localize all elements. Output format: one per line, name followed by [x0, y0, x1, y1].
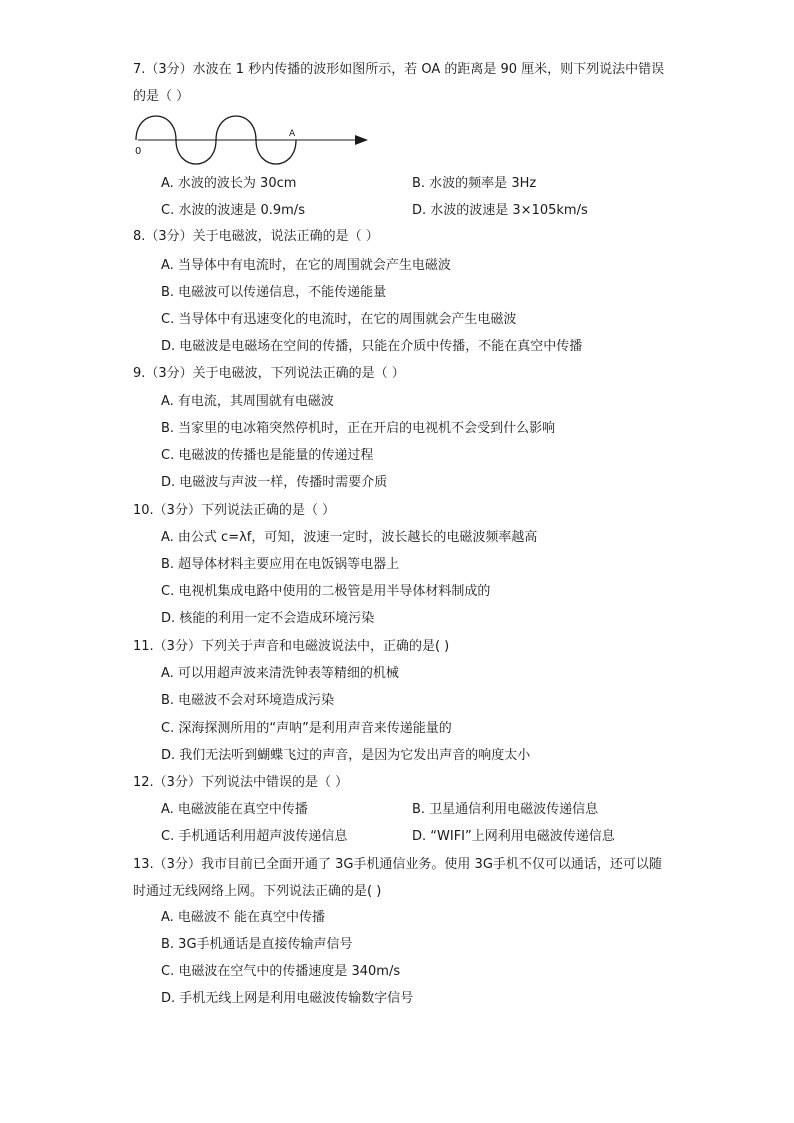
wave-figure: [133, 112, 373, 168]
question-10-stem: 10.（3分）下列说法正确的是（ ）: [133, 503, 336, 518]
question-7-option-b[interactable]: B. 水波的频率是 3Hz: [412, 176, 537, 191]
question-11-stem: 11.（3分）下列关于声音和电磁波说法中，正确的是( ): [133, 639, 450, 654]
question-12-stem: 12.（3分）下列说法中错误的是（ ）: [133, 775, 349, 790]
question-11-option-d[interactable]: D. 我们无法听到蝴蝶飞过的声音，是因为它发出声音的响度太小: [161, 748, 531, 763]
question-7-option-c[interactable]: C. 水波的波速是 0.9m/s: [161, 203, 305, 218]
question-12-option-b[interactable]: B. 卫星通信利用电磁波传递信息: [412, 802, 599, 817]
question-9-option-d[interactable]: D. 电磁波与声波一样，传播时需要介质: [161, 475, 388, 490]
question-12-option-c[interactable]: C. 手机通话利用超声波传递信息: [161, 829, 348, 844]
question-8-stem: 8.（3分）关于电磁波，说法正确的是（ ）: [133, 229, 379, 244]
question-8-option-a[interactable]: A. 当导体中有电流时，在它的周围就会产生电磁波: [161, 258, 451, 273]
question-10-option-b[interactable]: B. 超导体材料主要应用在电饭锅等电器上: [161, 557, 400, 572]
question-13-stem: 13.（3分）我市目前已全面开通了 3G手机通信业务。使用 3G手机不仅可以通话，还可以随时通过无线网络上网。下列说法正确的是( ): [133, 857, 662, 899]
question-10-option-a[interactable]: A. 由公式 c=λf，可知，波速一定时，波长越长的电磁波频率越高: [161, 530, 538, 545]
question-8-option-d[interactable]: D. 电磁波是电磁场在空间的传播，只能在介质中传播，不能在真空中传播: [161, 339, 583, 354]
question-9-option-b[interactable]: B. 当家里的电冰箱突然停机时，正在开启的电视机不会受到什么影响: [161, 421, 556, 436]
question-13-option-c[interactable]: C. 电磁波在空气中的传播速度是 340m/s: [161, 964, 401, 979]
question-12-option-a[interactable]: A. 电磁波能在真空中传播: [161, 802, 308, 817]
question-7-option-a[interactable]: A. 水波的波长为 30cm: [161, 176, 297, 191]
question-7-stem: 7.（3分）水波在 1 秒内传播的波形如图所示，若 OA 的距离是 90 厘米，则下列说法中错误的是（ ）: [133, 62, 665, 104]
question-13-option-b[interactable]: B. 3G手机通话是直接传输声信号: [161, 937, 353, 952]
question-10-option-c[interactable]: C. 电视机集成电路中使用的二极管是用半导体材料制成的: [161, 584, 491, 599]
question-10-option-d[interactable]: D. 核能的利用一定不会造成环境污染: [161, 611, 375, 626]
question-11-option-c[interactable]: C. 深海探测所用的“声呐”是利用声音来传递能量的: [161, 721, 452, 736]
question-9-option-a[interactable]: A. 有电流，其周围就有电磁波: [161, 394, 334, 409]
point-o-label: 0: [135, 146, 142, 157]
question-9-stem: 9.（3分）关于电磁波，下列说法正确的是（ ）: [133, 366, 405, 381]
question-11-option-a[interactable]: A. 可以用超声波来清洗钟表等精细的机械: [161, 666, 399, 681]
question-12-option-d[interactable]: D. “WIFI”上网利用电磁波传递信息: [412, 829, 615, 844]
question-13-option-a[interactable]: A. 电磁波不 能在真空中传播: [161, 910, 326, 925]
question-8-option-c[interactable]: C. 当导体中有迅速变化的电流时，在它的周围就会产生电磁波: [161, 312, 517, 327]
question-11-option-b[interactable]: B. 电磁波不会对环境造成污染: [161, 693, 335, 708]
question-8-option-b[interactable]: B. 电磁波可以传递信息，不能传递能量: [161, 285, 387, 300]
question-9-option-c[interactable]: C. 电磁波的传播也是能量的传递过程: [161, 448, 374, 463]
axis-arrow-icon: [355, 135, 368, 145]
question-7-option-d[interactable]: D. 水波的波速是 3×105km/s: [412, 203, 588, 218]
point-a-label: A: [289, 129, 296, 139]
question-13-option-d[interactable]: D. 手机无线上网是利用电磁波传输数字信号: [161, 991, 414, 1006]
